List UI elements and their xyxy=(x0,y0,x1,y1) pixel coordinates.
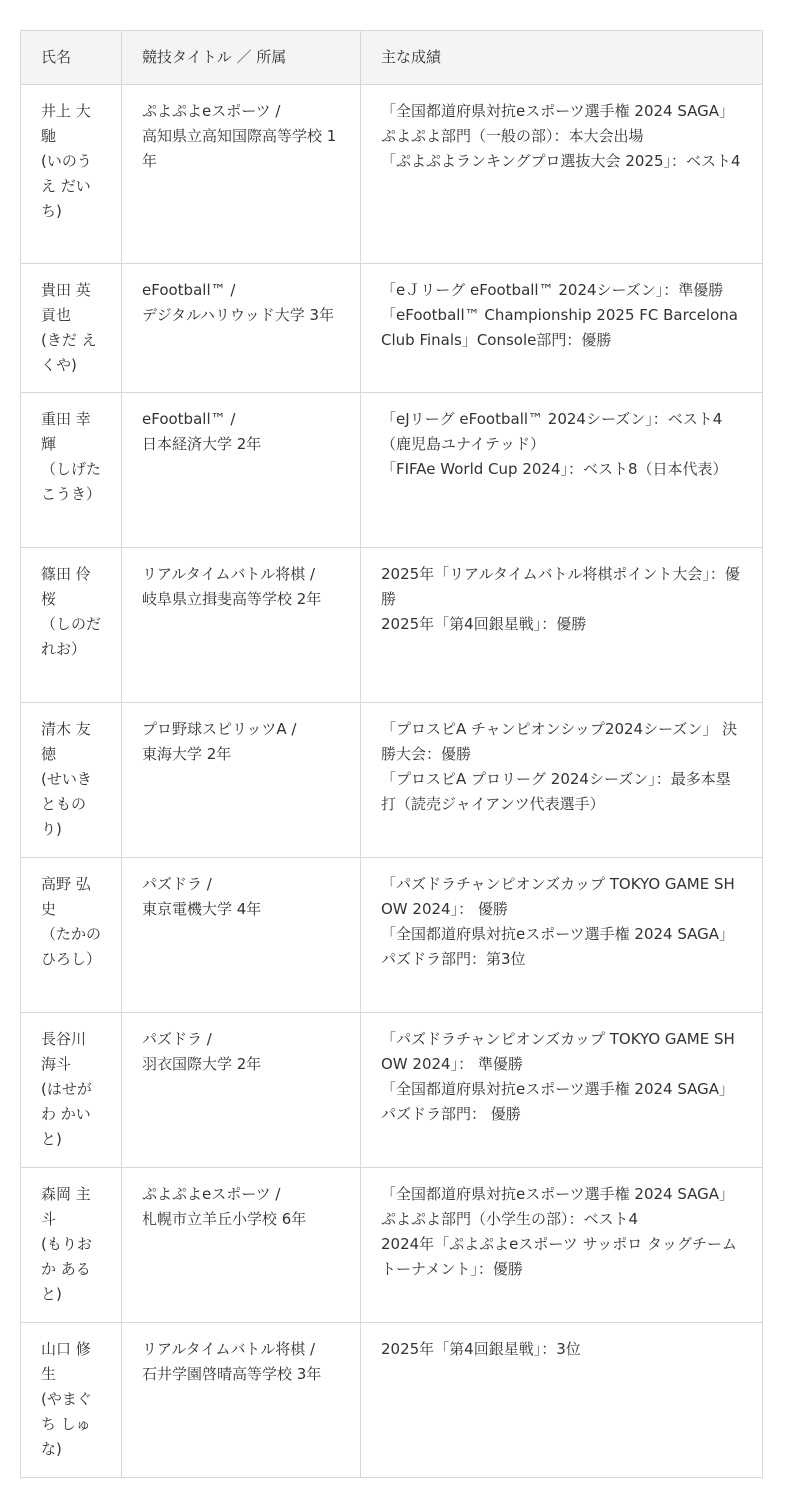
affiliation: 東海大学 2年 xyxy=(142,745,232,763)
player-reading: (やまぐち しゅな) xyxy=(41,1390,92,1458)
player-name-cell xyxy=(21,1323,122,1478)
player-reading: （たかの ひろし） xyxy=(41,925,102,968)
table-row xyxy=(21,548,763,703)
player-name-cell xyxy=(21,548,122,703)
player-name-cell xyxy=(21,858,122,1013)
game-title: パズドラ / xyxy=(142,875,212,893)
results-cell xyxy=(361,703,763,858)
player-name-cell xyxy=(21,1168,122,1323)
game-title: リアルタイムバトル将棋 / xyxy=(142,1340,316,1358)
table-row xyxy=(21,1323,763,1478)
results-cell xyxy=(361,1013,763,1168)
header-title-affiliation: 競技タイトル ／ 所属 xyxy=(122,31,361,85)
result-item: 「プロスピA プロリーグ 2024シーズン」：最多本塁打（読売ジャイアンツ代表選手） xyxy=(381,770,731,813)
table-row xyxy=(21,393,763,548)
game-title: eFootball™ / xyxy=(142,410,236,428)
results-cell xyxy=(361,85,763,264)
affiliation: 岐阜県立揖斐高等学校 2年 xyxy=(142,590,322,608)
game-title: プロ野球スピリッツA / xyxy=(142,720,297,738)
player-reading: (もりおか あると) xyxy=(41,1235,92,1303)
result-item: 「eFootball™ Championship 2025 FC Barcelona Club Finals」Console部門：優勝 xyxy=(381,306,738,349)
player-name: 高野 弘史 xyxy=(41,875,91,918)
player-name: 森岡 主斗 xyxy=(41,1185,91,1228)
result-item: 2025年「リアルタイムバトル将棋ポイント大会」：優勝 xyxy=(381,565,740,608)
result-item: 「全国都道府県対抗eスポーツ選手権 2024 SAGA」パズドラ部門：第3位 xyxy=(381,925,735,968)
game-title: ぷよぷよeスポーツ / xyxy=(142,1185,281,1203)
player-name-cell xyxy=(21,1013,122,1168)
affiliation: 石井学園啓晴高等学校 3年 xyxy=(142,1365,322,1383)
game-title: eFootball™ / xyxy=(142,281,236,299)
player-reading: (きだ えくや) xyxy=(41,331,97,374)
player-name-cell xyxy=(21,703,122,858)
player-name-cell xyxy=(21,393,122,548)
affiliation: 高知県立高知国際高等学校 1年 xyxy=(142,127,337,170)
player-name: 長谷川 海斗 xyxy=(41,1030,87,1073)
header-name: 氏名 xyxy=(21,31,122,85)
result-item: 「eＪリーグ eFootball™ 2024シーズン」：準優勝 xyxy=(381,281,724,299)
affiliation: 羽衣国際大学 2年 xyxy=(142,1055,262,1073)
affiliation: デジタルハリウッド大学 3年 xyxy=(142,306,335,324)
player-name: 篠田 伶桜 xyxy=(41,565,91,608)
players-table xyxy=(20,30,763,1478)
results-cell xyxy=(361,393,763,548)
game-title: ぷよぷよeスポーツ / xyxy=(142,102,281,120)
result-item: 「eJリーグ eFootball™ 2024シーズン」：ベスト4（鹿児島ユナイテッド） xyxy=(381,410,723,453)
table-row xyxy=(21,1013,763,1168)
player-name-cell xyxy=(21,264,122,393)
title-affiliation-cell xyxy=(122,264,361,393)
title-affiliation-cell xyxy=(122,548,361,703)
result-item: 「全国都道府県対抗eスポーツ選手権 2024 SAGA」パズドラ部門： 優勝 xyxy=(381,1080,735,1123)
player-name: 山口 修生 xyxy=(41,1340,91,1383)
results-cell xyxy=(361,548,763,703)
result-item: 「全国都道府県対抗eスポーツ選手権 2024 SAGA」ぷよぷよ部門（一般の部）：本大会出場 xyxy=(381,102,735,145)
result-item: 2025年「第4回銀星戦」：優勝 xyxy=(381,615,587,633)
title-affiliation-cell xyxy=(122,858,361,1013)
results-cell xyxy=(361,858,763,1013)
results-cell xyxy=(361,1168,763,1323)
player-name: 貴田 英貢也 xyxy=(41,281,91,324)
affiliation: 札幌市立羊丘小学校 6年 xyxy=(142,1210,307,1228)
results-cell xyxy=(361,264,763,393)
player-name: 清木 友徳 xyxy=(41,720,91,763)
title-affiliation-cell xyxy=(122,1323,361,1478)
title-affiliation-cell xyxy=(122,393,361,548)
player-reading: (はせがわ かいと) xyxy=(41,1080,92,1148)
players-table-container xyxy=(20,30,762,1478)
affiliation: 東京電機大学 4年 xyxy=(142,900,262,918)
result-item: 2025年「第4回銀星戦」：3位 xyxy=(381,1340,581,1358)
result-item: 「パズドラチャンピオンズカップ TOKYO GAME SHOW 2024」： 準優勝 xyxy=(381,1030,735,1073)
player-reading: (いのうえ だいち) xyxy=(41,152,92,220)
table-row xyxy=(21,85,763,264)
player-name: 重田 幸輝 xyxy=(41,410,91,453)
player-reading: （しのだ れお） xyxy=(41,615,102,658)
header-results: 主な成績 xyxy=(361,31,763,85)
result-item: 「プロスピA チャンピオンシップ2024シーズン」 決勝大会：優勝 xyxy=(381,720,738,763)
title-affiliation-cell xyxy=(122,703,361,858)
result-item: 2024年「ぷよぷよeスポーツ サッポロ タッグチームトーナメント」：優勝 xyxy=(381,1235,738,1278)
player-name-cell xyxy=(21,85,122,264)
result-item: 「ぷよぷよランキングプロ選抜大会 2025」：ベスト4 xyxy=(381,152,741,170)
result-item: 「全国都道府県対抗eスポーツ選手権 2024 SAGA」ぷよぷよ部門（小学生の部）：ベスト4 xyxy=(381,1185,735,1228)
table-row xyxy=(21,264,763,393)
player-reading: （しげた こうき） xyxy=(41,460,102,503)
table-header-row xyxy=(21,31,763,85)
table-row xyxy=(21,858,763,1013)
game-title: パズドラ / xyxy=(142,1030,212,1048)
title-affiliation-cell xyxy=(122,1013,361,1168)
title-affiliation-cell xyxy=(122,1168,361,1323)
table-row xyxy=(21,1168,763,1323)
player-name: 井上 大馳 xyxy=(41,102,91,145)
game-title: リアルタイムバトル将棋 / xyxy=(142,565,316,583)
table-row xyxy=(21,703,763,858)
result-item: 「FIFAe World Cup 2024」：ベスト8（日本代表） xyxy=(381,460,728,478)
results-cell xyxy=(361,1323,763,1478)
result-item: 「パズドラチャンピオンズカップ TOKYO GAME SHOW 2024」： 優勝 xyxy=(381,875,735,918)
affiliation: 日本経済大学 2年 xyxy=(142,435,262,453)
player-reading: (せいき とものり) xyxy=(41,770,92,838)
title-affiliation-cell xyxy=(122,85,361,264)
